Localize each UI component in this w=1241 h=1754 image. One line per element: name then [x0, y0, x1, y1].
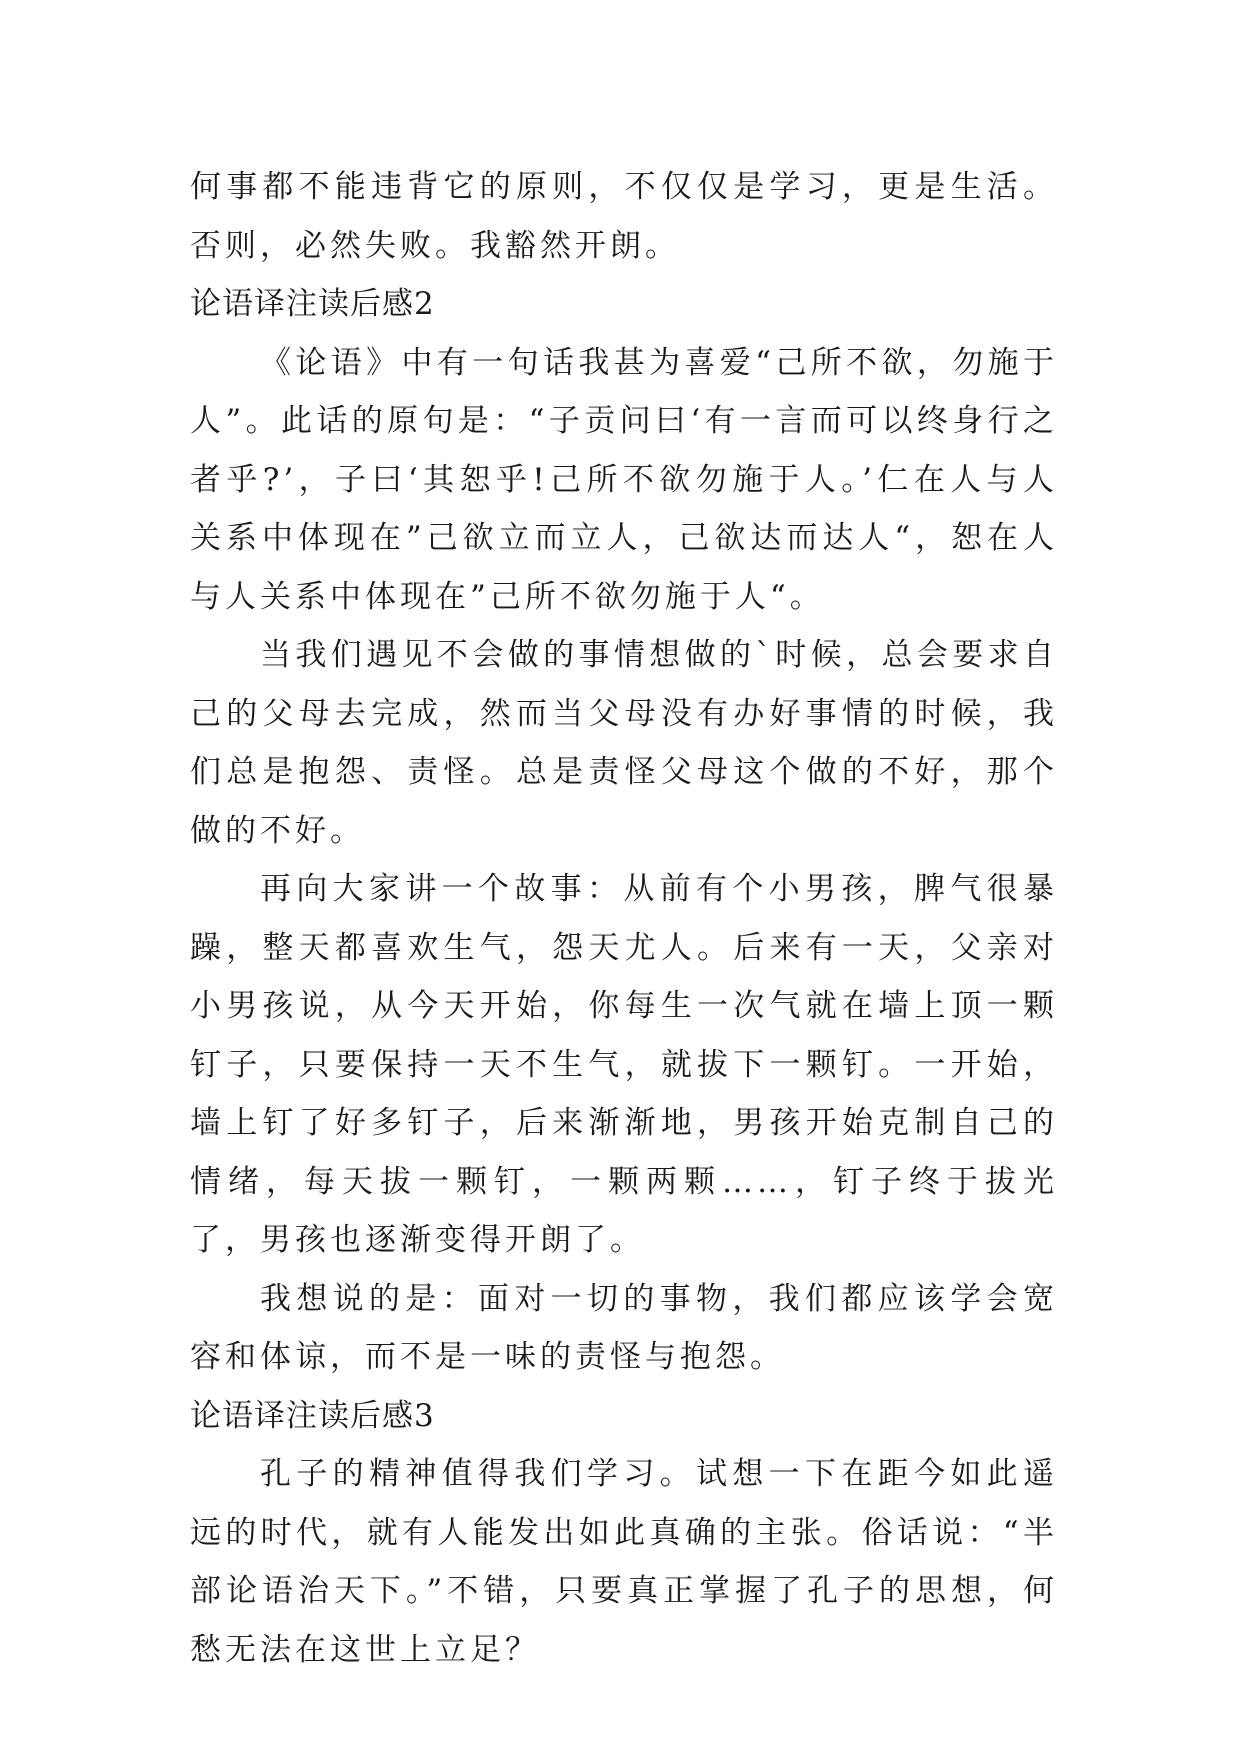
body-paragraph: 孔子的精神值得我们学习。试想一下在距今如此遥远的时代，就有人能发出如此真确的主张。俗话说：“半部论语治天下。”不错，只要真正掌握了孔子的思想，何愁无法在这世上立足？ [190, 1456, 1058, 1668]
body-paragraph: 《论语》中有一句话我甚为喜爱“己所不欲，勿施于人”。此话的原句是：“子贡问曰‘有一言而可以终身行之者乎?’，子曰‘其恕乎!己所不欲勿施于人。’仁在人与人关系中体现在”己欲立而立人，己欲达而达人“，恕在人与人关系中体现在”己所不欲勿施于人“。 [190, 344, 1058, 615]
continuation-paragraph: 何事都不能违背它的原则，不仅仅是学习，更是生活。否则，必然失败。我豁然开朗。 [190, 169, 1058, 264]
document-page [190, 158, 1058, 1679]
section-heading: 论语译注读后感3 [190, 1397, 435, 1434]
body-paragraph: 我想说的是：面对一切的事物，我们都应该学会宽容和体谅，而不是一味的责怪与抱怨。 [190, 1280, 1058, 1375]
body-paragraph: 当我们遇见不会做的事情想做的`时候，总会要求自己的父母去完成，然而当父母没有办好事情的时候，我们总是抱怨、责怪。总是责怪父母这个做的不好，那个做的不好。 [190, 637, 1058, 849]
section-heading: 论语译注读后感2 [190, 286, 435, 322]
body-paragraph: 再向大家讲一个故事：从前有个小男孩，脾气很暴躁，整天都喜欢生气，怨天尤人。后来有一天，父亲对小男孩说，从今天开始，你每生一次气就在墙上顶一颗钉子，只要保持一天不生气，就拔下一颗钉。一开始，墙上钉了好多钉子，后来渐渐地，男孩开始克制自己的情绪，每天拔一颗钉，一颗两颗……，钉子终于拔光了，男孩也逐渐变得开朗了。 [190, 871, 1058, 1258]
